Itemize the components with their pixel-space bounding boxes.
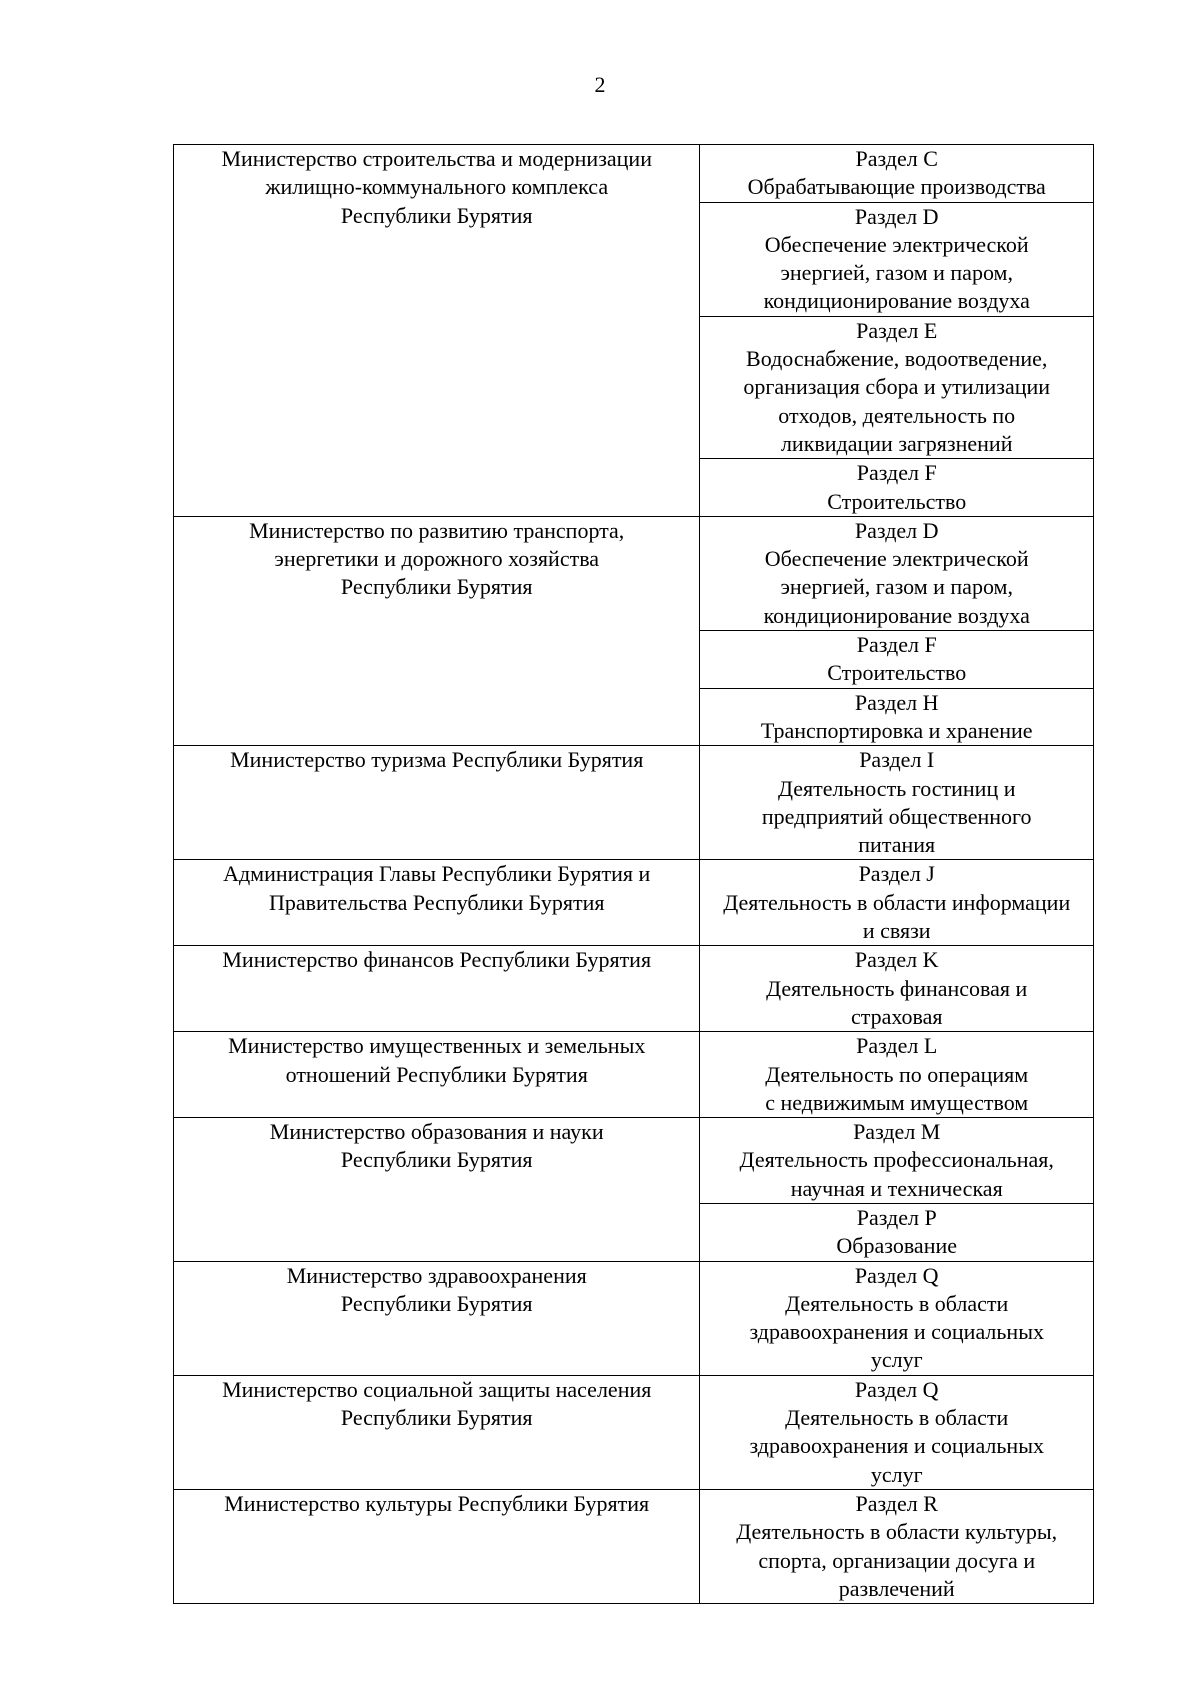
ministry-name-line: Министерство культуры Республики Бурятия — [224, 1490, 650, 1516]
table-body — [174, 145, 1094, 1604]
page-number: 2 — [594, 72, 606, 97]
section-description-line: кондиционирование воздуха — [763, 602, 1030, 628]
section-description-line: и связи — [862, 918, 931, 944]
ministry-name-line: Министерство социальной защиты населения — [222, 1376, 652, 1402]
section-description-line: организация сбора и утилизации — [743, 374, 1051, 400]
section-code: Раздел K — [854, 947, 939, 973]
ministry-name-line: Правительства Республики Бурятия — [268, 889, 605, 915]
ministry-name-line: Министерство туризма Республики Бурятия — [230, 747, 644, 773]
table-row — [174, 1489, 1094, 1603]
table-row — [174, 1261, 1094, 1375]
section-code: Раздел F — [856, 460, 937, 486]
section-description-line: Деятельность по операциям — [765, 1061, 1029, 1087]
ministry-name-line: жилищно-коммунального комплекса — [265, 174, 609, 200]
section-description-line: с недвижимым имуществом — [765, 1089, 1029, 1115]
section-code: Раздел P — [856, 1204, 937, 1230]
section-description-line: Образование — [836, 1233, 958, 1259]
ministry-name-line: Министерство строительства и модернизации — [221, 146, 652, 171]
section-description-line: Строительство — [827, 660, 967, 686]
ministry-sections-table — [173, 144, 1094, 1604]
section-description-line: Деятельность финансовая и — [766, 975, 1028, 1001]
ministry-cell — [174, 860, 700, 946]
ministry-name-line: Министерство по развитию транспорта, — [249, 517, 625, 543]
ministry-name-line: Республики Бурятия — [340, 1290, 533, 1316]
ministry-cell — [174, 946, 700, 1032]
section-cell — [700, 145, 1094, 203]
section-code: Раздел Q — [854, 1262, 939, 1288]
section-cell — [700, 1032, 1094, 1118]
section-code: Раздел F — [856, 632, 937, 658]
section-description-line: страховая — [850, 1003, 943, 1029]
section-code: Раздел L — [856, 1033, 938, 1059]
ministry-name-line: отношений Республики Бурятия — [285, 1061, 588, 1087]
section-description-line: отходов, деятельность по — [778, 402, 1016, 428]
section-description-line: здравоохранения и социальных — [749, 1319, 1044, 1345]
section-cell — [700, 1261, 1094, 1375]
section-description-line: развлечений — [838, 1575, 955, 1601]
ministry-name-line: Республики Бурятия — [340, 1405, 533, 1431]
section-cell — [700, 316, 1094, 458]
section-description-line: энергией, газом и паром, — [780, 260, 1013, 286]
ministry-name-line: Министерство образования и науки — [269, 1119, 604, 1145]
ministry-name-line: Администрация Главы Республики Бурятия и — [223, 861, 651, 887]
section-code: Раздел J — [858, 861, 935, 887]
section-description-line: Деятельность гостиниц и — [777, 775, 1016, 801]
section-cell — [700, 1489, 1094, 1603]
section-code: Раздел M — [853, 1119, 941, 1145]
section-description-line: Деятельность в области — [785, 1290, 1009, 1316]
section-cell — [700, 459, 1094, 517]
section-cell — [700, 860, 1094, 946]
table-row — [174, 746, 1094, 860]
table-row — [174, 946, 1094, 1032]
section-cell — [700, 1118, 1094, 1204]
ministry-cell — [174, 145, 700, 517]
section-description-line: предприятий общественного — [761, 803, 1032, 829]
section-code: Раздел R — [855, 1490, 938, 1516]
section-description-line: Обрабатывающие производства — [747, 174, 1046, 200]
section-cell — [700, 746, 1094, 860]
ministry-cell — [174, 1118, 700, 1261]
section-cell — [700, 631, 1094, 689]
section-code: Раздел I — [859, 747, 935, 773]
ministry-name-line: энергетики и дорожного хозяйства — [274, 546, 600, 572]
section-description-line: Деятельность в области культуры, — [736, 1519, 1058, 1545]
section-description-line: Деятельность в области информации — [723, 889, 1071, 915]
table-row — [174, 145, 1094, 203]
section-cell — [700, 516, 1094, 630]
section-cell — [700, 1375, 1094, 1489]
table-row — [174, 1118, 1094, 1204]
table-row — [174, 1032, 1094, 1118]
ministry-cell — [174, 516, 700, 745]
section-description-line: кондиционирование воздуха — [763, 288, 1030, 314]
section-cell — [700, 1203, 1094, 1261]
section-description-line: Водоснабжение, водоотведение, — [746, 346, 1048, 372]
ministry-cell — [174, 746, 700, 860]
section-description-line: здравоохранения и социальных — [749, 1433, 1044, 1459]
section-description-line: энергией, газом и паром, — [780, 574, 1013, 600]
section-description-line: ликвидации загрязнений — [780, 430, 1013, 456]
section-description-line: питания — [858, 832, 936, 858]
section-description-line: Деятельность профессиональная, — [739, 1147, 1054, 1173]
section-description-line: услуг — [870, 1461, 923, 1487]
section-description-line: Обеспечение электрической — [764, 231, 1029, 257]
ministry-cell — [174, 1375, 700, 1489]
ministry-name-line: Министерство финансов Республики Бурятия — [222, 947, 652, 973]
ministry-cell — [174, 1032, 700, 1118]
ministry-cell — [174, 1261, 700, 1375]
table-row — [174, 516, 1094, 630]
ministry-name-line: Министерство имущественных и земельных — [228, 1033, 646, 1059]
section-description-line: Обеспечение электрической — [764, 546, 1029, 572]
section-code: Раздел H — [854, 689, 939, 715]
section-description-line: услуг — [870, 1347, 923, 1373]
section-code: Раздел D — [854, 517, 939, 543]
section-description-line: Транспортировка и хранение — [760, 717, 1033, 743]
section-cell — [700, 688, 1094, 746]
ministry-name-line: Республики Бурятия — [340, 202, 533, 228]
ministry-cell — [174, 1489, 700, 1603]
section-code: Раздел C — [855, 146, 938, 171]
section-code: Раздел Q — [854, 1376, 939, 1402]
table-row — [174, 860, 1094, 946]
table-row — [174, 1375, 1094, 1489]
section-description-line: научная и техническая — [790, 1175, 1003, 1201]
ministry-name-line: Республики Бурятия — [340, 1147, 533, 1173]
section-description-line: спорта, организации досуга и — [758, 1547, 1036, 1573]
section-code: Раздел E — [856, 317, 938, 343]
ministry-name-line: Республики Бурятия — [340, 574, 533, 600]
section-cell — [700, 946, 1094, 1032]
section-description-line: Деятельность в области — [785, 1405, 1009, 1431]
section-cell — [700, 202, 1094, 316]
ministry-name-line: Министерство здравоохранения — [286, 1262, 587, 1288]
section-code: Раздел D — [854, 203, 939, 229]
section-description-line: Строительство — [827, 488, 967, 514]
